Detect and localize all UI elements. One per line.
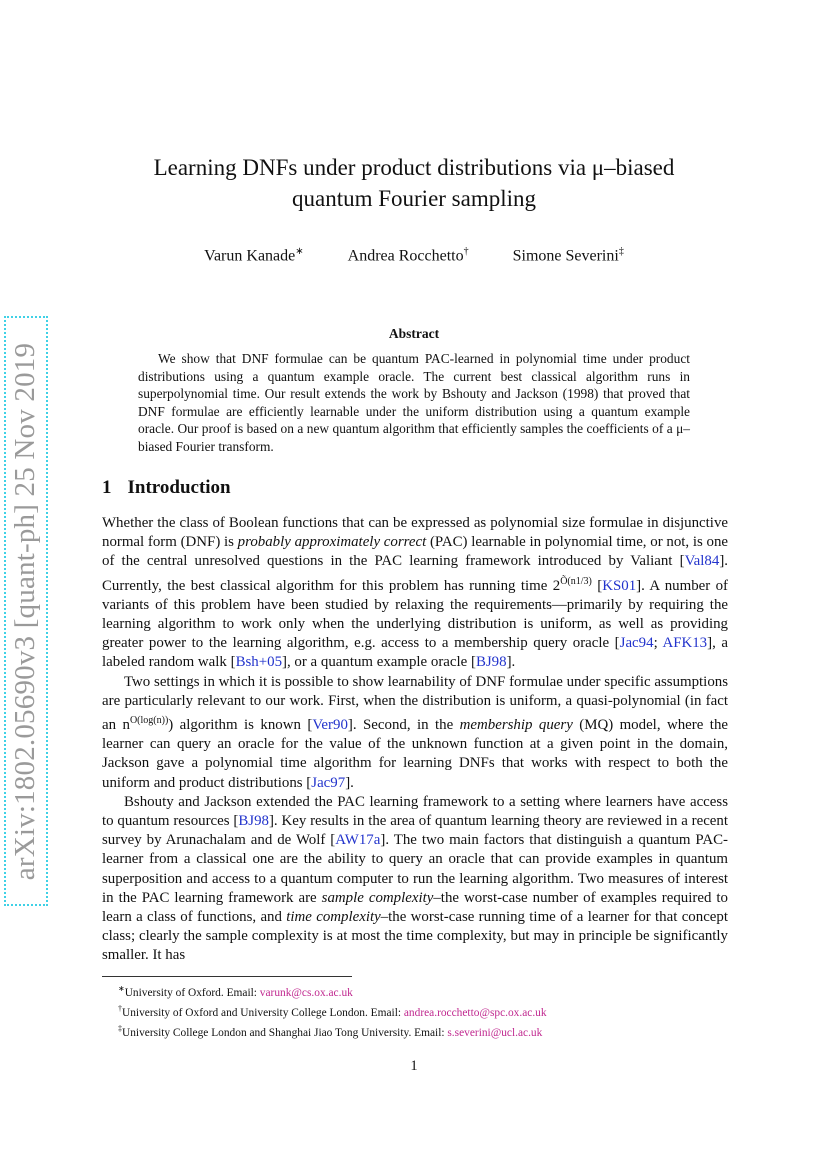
- section-number: 1: [102, 477, 112, 498]
- citation-link[interactable]: Jac94: [619, 635, 654, 652]
- paragraph-1: [102, 514, 728, 673]
- email-link[interactable]: andrea.rocchetto@spc.ox.ac.uk: [403, 1006, 547, 1019]
- footnote-divider: [102, 976, 352, 977]
- text-run: ].: [345, 774, 354, 791]
- text-run: ], or a quantum example oracle [: [282, 654, 476, 671]
- text-run: ]. Key results in the area of quantum learning theory are reviewed in a recent survey by Arunachalam and de Wolf [: [102, 812, 728, 849]
- citation-link[interactable]: AW17a: [335, 832, 381, 849]
- citation-link[interactable]: KS01: [602, 577, 637, 594]
- author-name: Simone Severini: [512, 247, 619, 265]
- footnote-mark: ‡: [118, 1023, 122, 1033]
- title-line-1: Learning DNFs under product distributions via μ–biased: [153, 155, 675, 180]
- citation-link[interactable]: BJ98: [238, 812, 269, 829]
- text-run: Bshouty and Jackson extended the PAC learning framework to a setting where learners have access to quantum resources [: [102, 793, 728, 829]
- citation-link[interactable]: Jac97: [311, 774, 346, 791]
- emphasis: sample complexity: [321, 889, 434, 906]
- text-run: ]. Currently, the best classical algorithm for this problem has running time 2: [102, 553, 728, 594]
- email-link[interactable]: s.severini@ucl.ac.uk: [447, 1026, 543, 1039]
- paper-title: [104, 152, 724, 214]
- author-footnote-mark: †: [463, 246, 469, 257]
- text-run: –the worst-case number of examples required to learn a class of functions, and: [102, 889, 728, 925]
- section-title: Introduction: [127, 477, 231, 498]
- footnote-text: University of Oxford and University College London. Email:: [122, 1006, 404, 1019]
- text-run: ]. Second, in the: [347, 716, 460, 733]
- author-footnote-mark: ‡: [618, 246, 624, 257]
- author-name: Varun Kanade: [204, 247, 296, 265]
- abstract-text: We show that DNF formulae can be quantum PAC-learned in polynomial time under product distributions using a quantum example oracle. The current best classical algorithm runs in superpolynomial time. Our result extends the work by Bshouty and Jackson (1998) that proved that DNF formulae are efficiently learnable under the uniform distribution using a quantum example oracle. Our proof is based on a new quantum algorithm that efficiently samples the coefficients of a μ–biased Fourier transform.: [138, 351, 690, 454]
- page-number: 1: [410, 1058, 418, 1074]
- author-name: Andrea Rocchetto: [347, 247, 464, 265]
- text-run: ]. A number of variants of this problem have been studied by relaxing the requirements—primarily by requiring the learning algorithm to work only when the underlying distribution is uniform, as well as providing greater power to the learning algorithm, e.g. access to a membership query oracle [: [102, 577, 728, 652]
- footnote-mark: ∗: [118, 984, 125, 993]
- emphasis: time complexity: [286, 909, 381, 925]
- footnote-text: University College London and Shanghai Jiao Tong University. Email:: [122, 1026, 448, 1039]
- arxiv-identifier-stamp: [6, 318, 46, 904]
- text-run: Two settings in which it is possible to show learnability of DNF formulae under specific assumptions are particularly relevant to our work. First, when the distribution is uniform, a quasi-polynomial (in fact an n: [102, 673, 728, 733]
- text-run: ].: [506, 654, 516, 671]
- footnote-mark: †: [118, 1003, 122, 1013]
- text-run: ]. The two main factors that distinguish a quantum PAC-learner from a classical one are the ability to query an oracle that can provide examples in quantum superposition and access to a quantum computer to run the learning algorithm. Two measures of interest in the PAC learning framework are: [102, 832, 728, 906]
- title-line-2: quantum Fourier sampling: [291, 186, 537, 211]
- emphasis: membership query: [459, 716, 573, 733]
- text-run: ], a labeled random walk [: [102, 635, 728, 671]
- arxiv-identifier-text: arXiv:1802.05690v3 [quant-ph] 25 Nov 2019: [9, 342, 42, 880]
- citation-link[interactable]: Ver90: [312, 716, 348, 733]
- paragraph-2: [102, 673, 728, 793]
- emphasis: probably approximately correct: [237, 534, 427, 551]
- author-3: [513, 246, 624, 265]
- text-run: [: [591, 577, 603, 594]
- footnote-text: University of Oxford. Email:: [124, 986, 260, 999]
- text-run: –the worst-case running time of a learner for that concept class; clearly the sample complexity is at most the time complexity, but may in principle be significantly smaller. It has: [102, 909, 728, 964]
- footnotes: [102, 981, 728, 1040]
- text-run: (PAC) learnable in polynomial time, or not, is one of the central unresolved questions in the PAC learning framework introduced by Valiant [: [102, 534, 729, 570]
- body-text: [102, 514, 728, 966]
- text-run: Whether the class of Boolean functions that can be expressed as polynomial size formulae in disjunctive normal form (DNF) is: [102, 515, 728, 551]
- citation-link[interactable]: Val84: [684, 553, 720, 570]
- text-run: ) algorithm is known [: [168, 716, 313, 733]
- abstract-heading: Abstract: [388, 326, 440, 341]
- citation-link[interactable]: Bsh+05: [235, 654, 283, 671]
- math-superscript: O(log(n)): [129, 715, 169, 726]
- section-heading: [102, 477, 231, 499]
- footnote-3: [102, 1021, 728, 1041]
- math-superscript: Õ(n1/3): [560, 575, 592, 587]
- footnote-1: [102, 981, 728, 1001]
- author-footnote-mark: ∗: [295, 246, 304, 257]
- text-run: ;: [653, 635, 663, 652]
- paragraph-3: [102, 793, 728, 966]
- author-list: [104, 246, 724, 265]
- text-run: (MQ) model, where the learner can query an oracle for the value of the unknown function at a given point in the domain, Jackson gave a polynomial time algorithm for learning DNFs that works with respect to both the uniform and product distributions [: [102, 716, 728, 791]
- citation-link[interactable]: AFK13: [662, 635, 708, 652]
- author-1: [204, 246, 303, 265]
- citation-link[interactable]: BJ98: [475, 654, 507, 671]
- author-2: [348, 246, 469, 265]
- email-link[interactable]: varunk@cs.ox.ac.uk: [259, 986, 353, 999]
- footnote-2: [102, 1001, 728, 1021]
